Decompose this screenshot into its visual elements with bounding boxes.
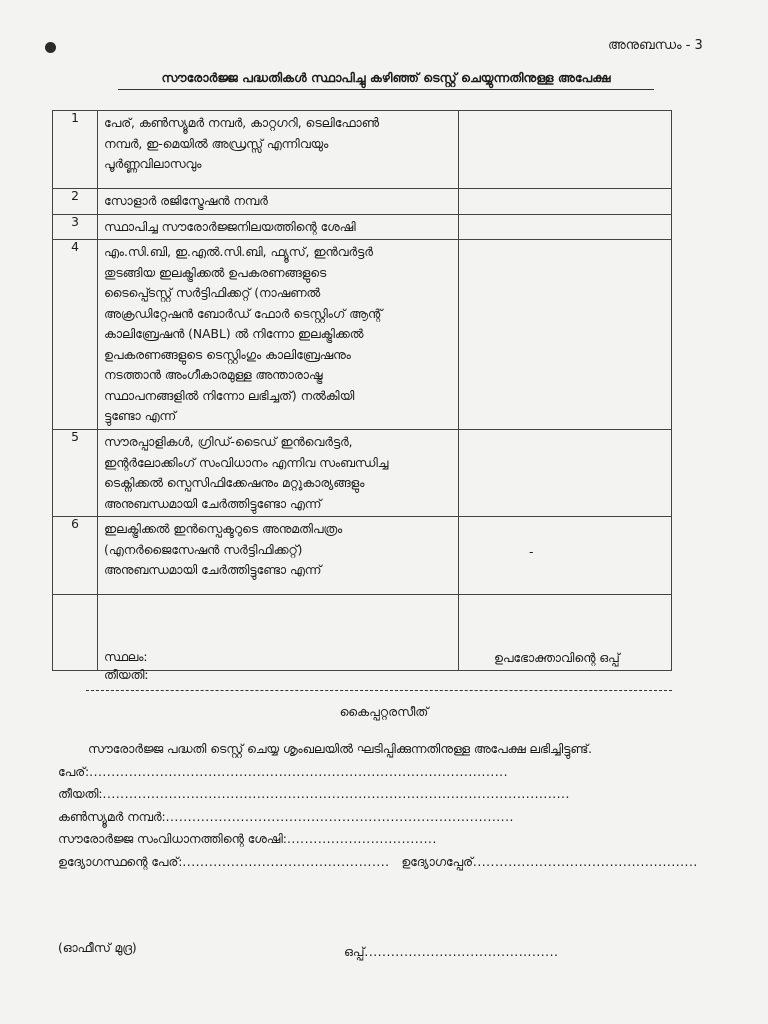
receipt-body [58, 742, 698, 877]
date-dots: .......................................................................................................... [102, 787, 570, 801]
table-row [53, 111, 672, 189]
description-line: പൂർണ്ണവിലാസവും [104, 157, 202, 171]
annex-label: അനുബന്ധം - 3 [608, 38, 703, 53]
consumer-dots: ............................................................................... [165, 809, 514, 824]
designation-dots: ................................................... [472, 854, 698, 869]
name-label: പേര്: [58, 764, 90, 779]
signature-cell[interactable] [459, 595, 672, 671]
cut-line [86, 690, 672, 691]
date-label: തീയതി: [58, 787, 103, 801]
description-line: ഉപകരണങ്ങളുടെ ടെസ്റ്റിംഗും കാലിബ്രേഷനും [104, 347, 351, 362]
description-line: ടൈപ്പ്ടെസ്റ്റ് സർട്ടിഫിക്കറ്റ് (നാഷണൽ [104, 286, 321, 300]
description-line: ഇന്റർലോക്കിംഗ് സംവിധാനം എന്നിവ സംബന്ധിച്ച [104, 455, 389, 470]
row-description [98, 214, 459, 240]
value-cell[interactable] [459, 240, 672, 430]
row-number [53, 595, 98, 671]
officer-field[interactable] [58, 855, 698, 878]
applicant-signature-label: ഉപഭോക്താവിന്റെ ഒപ്പ് [494, 651, 620, 665]
row-description [98, 189, 459, 215]
description-line: നടത്താൻ അംഗീകാരമുള്ള അന്താരാഷ്ട്ര [104, 368, 323, 382]
description-line: പേര്, കൺസ്യൂമർ നമ്പർ, കാറ്റഗറി, ടെലിഫോൺ [104, 116, 379, 130]
table-row [53, 240, 672, 430]
row-number: 5 [53, 430, 98, 517]
description-line: എം.സി.ബി, ഇ.എൽ.സി.ബി, ഫ്യൂസ്, ഇൻവർട്ടർ [104, 245, 373, 259]
capacity-dots: .................................. [286, 832, 437, 846]
value-cell[interactable] [459, 430, 672, 517]
date-field[interactable] [58, 787, 698, 810]
table-row [53, 189, 672, 215]
form-title: സൗരോർജ്ജ പദ്ധതികൾ സ്ഥാപിച്ചു കഴിഞ്ഞ് ടെസ്റ്റ് ചെയ്യുന്നതിനുള്ള അപേക്ഷ [118, 70, 654, 90]
signature-row [53, 595, 672, 671]
description-line: തുടങ്ങിയ ഇലക്ട്രിക്കൽ ഉപകരണങ്ങളുടെ [104, 265, 327, 280]
designation-label: ഉദ്യോഗപ്പേര് [401, 854, 473, 869]
description-line: ടെക്നിക്കൽ സ്പെസിഫിക്കേഷനും മറ്റുകാര്യങ്ങളും [104, 476, 365, 490]
place-label: സ്ഥലം: [104, 650, 148, 664]
description-line: സ്ഥാപനങ്ങളിൽ നിന്നോ ലഭിച്ചത്) നൽകിയി [104, 388, 355, 403]
description-line: ഇലക്ട്രിക്കൽ ഇൻസ്പെക്ടറുടെ അനുമതിപത്രം [104, 522, 343, 536]
table-row [53, 517, 672, 595]
row-number: 1 [53, 111, 98, 189]
description-line: കാലിബ്രേഷൻ (NABL) ൽ നിന്നോ ഇലക്ട്രിക്കൽ [104, 327, 364, 341]
description-line: അക്രഡിറ്റേഷൻ ബോർഡ് ഫോർ ടെസ്റ്റിംഗ് ആന്റ് [104, 306, 383, 321]
row-description [98, 430, 459, 517]
description-line: അനുബന്ധമായി ചേർത്തിട്ടുണ്ടോ എന്ന് [104, 496, 322, 511]
signature-field[interactable] [344, 945, 558, 960]
description-line: അനുബന്ധമായി ചേർത്തിട്ടുണ്ടോ എന്ന് [104, 563, 322, 577]
table-row [53, 430, 672, 517]
value-mark: - [529, 545, 534, 559]
row-number: 6 [53, 517, 98, 595]
value-cell[interactable] [459, 111, 672, 189]
description-line: (എനർജൈസേഷൻ സർട്ടിഫിക്കറ്റ്) [104, 542, 303, 557]
place-date-cell [98, 595, 459, 682]
receipt-statement: സൗരോർജ്ജ പദ്ധതി ടെസ്റ്റ് ചെയ്യ ശൃംഖലയിൽ ഘടിപ്പിക്കുന്നതിനുള്ള അപേക്ഷ ലഭിച്ചിട്ടുണ്ട്. [88, 742, 593, 756]
row-number: 2 [53, 189, 98, 215]
row-description [98, 111, 459, 189]
row-description [98, 240, 459, 430]
value-cell[interactable] [459, 189, 672, 215]
punch-hole [45, 42, 56, 53]
name-dots: ............................................................................................... [89, 764, 508, 779]
signature-label: ഒപ്പ് [344, 945, 365, 959]
officer-dots: ............................................... [182, 854, 390, 869]
date-label: തീയതി: [104, 668, 149, 682]
description-line: സ്ഥാപിച്ച സൗരോർജ്ജനിലയത്തിന്റെ ശേഷി [104, 219, 356, 234]
officer-label: ഉദ്യോഗസ്ഥന്റെ പേര്: [58, 854, 183, 869]
row-description [98, 517, 459, 595]
description-line: സൗരപ്പാളികൾ, ഗ്രിഡ്-ടൈഡ് ഇൻവെർട്ടർ, [104, 435, 353, 449]
consumer-number-field[interactable] [58, 810, 698, 833]
table-row [53, 214, 672, 240]
name-field[interactable] [58, 765, 698, 788]
capacity-label: സൗരോർജ്ജ സംവിധാനത്തിന്റെ ശേഷി: [58, 832, 287, 846]
row-number: 3 [53, 214, 98, 240]
signature-dots: ............................................ [364, 945, 559, 959]
receipt-title: കൈപ്പറ്റരസീത് [339, 704, 429, 719]
value-cell[interactable] [459, 517, 672, 595]
value-cell[interactable] [459, 214, 672, 240]
capacity-field[interactable] [58, 832, 698, 855]
row-number: 4 [53, 240, 98, 430]
consumer-label: കൺസ്യൂമർ നമ്പർ: [58, 809, 166, 824]
application-table [52, 110, 672, 682]
description-line: സോളാർ രജിസ്ട്രേഷൻ നമ്പർ [104, 194, 268, 208]
description-line: ട്ടുണ്ടോ എന്ന് [104, 409, 176, 423]
description-line: നമ്പർ, ഇ-മെയിൽ അഡ്രസ്സ് എന്നിവയും [104, 136, 329, 151]
office-seal-label: (ഓഫീസ് മുദ്ര) [58, 941, 137, 955]
